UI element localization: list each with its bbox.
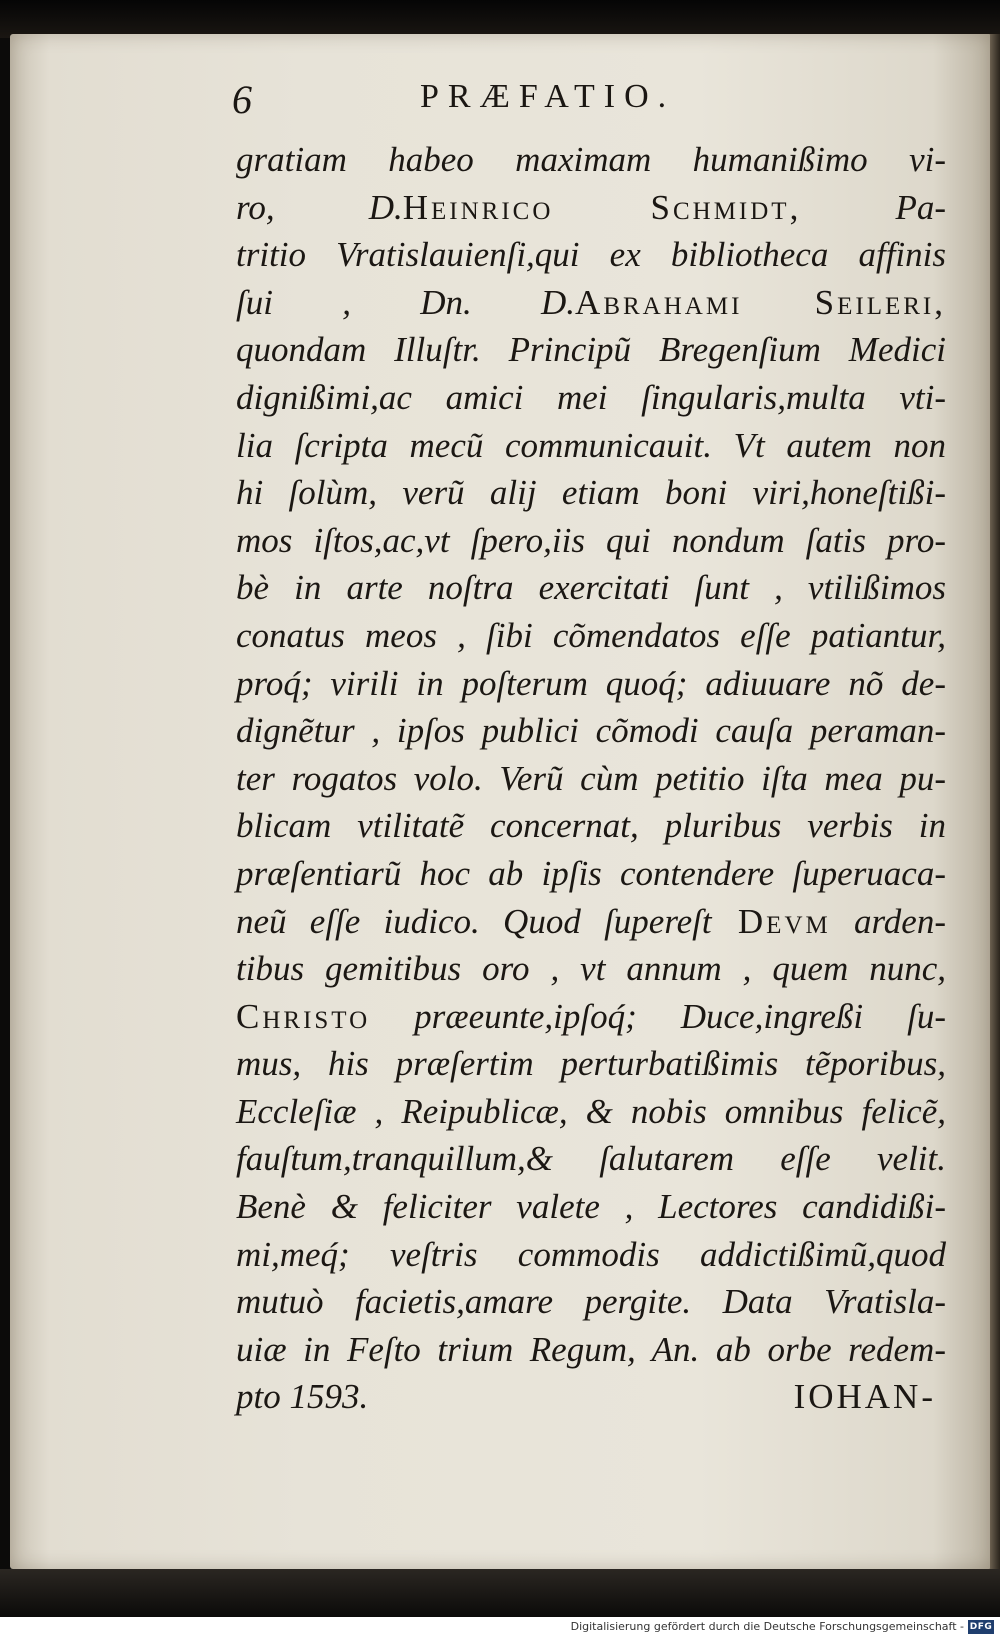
line-text: quondam Illuſtr. Principũ Bregenſium Medici: [236, 330, 946, 370]
text-line: [236, 422, 946, 470]
line-text: Eccleſiæ , Reipublicæ, & nobis omnibus felicẽ,: [236, 1091, 946, 1131]
line-text: præſentiarũ hoc ab ipſis contendere ſuperuaca-: [236, 853, 946, 893]
line-text: mus, his præſertim perturbatißimis tẽporibus,: [236, 1044, 946, 1084]
funding-credit: Digitalisierung gefördert durch die Deutsche Forschungsgemeinschaft -: [570, 1620, 964, 1633]
text-line: [236, 660, 946, 708]
line-text: tritio Vratislauienſi,qui ex bibliotheca affinis: [236, 235, 946, 275]
line-text: bè in arte noſtra exercitati ſunt , vtilißimos: [236, 568, 946, 608]
page-fore-edge: [990, 34, 1000, 1574]
small-caps-name: Abrahami Seileri,: [575, 282, 947, 322]
text-line: [236, 136, 946, 184]
line-text: Benè & feliciter valete , Lectores candidißi-: [236, 1187, 946, 1227]
line-text-continued: præeunte,ipſoq́; Duce,ingreßi ſu-: [370, 996, 946, 1036]
line-text: dignẽtur , ipſos publici cõmodi cauſa peraman-: [236, 711, 946, 751]
line-text: mutuò facietis,amare pergite. Data Vratisla-: [236, 1282, 946, 1322]
line-text-continued: arden-: [830, 901, 946, 941]
line-text: blicam vtilitatẽ concernat, pluribus verbis in: [236, 806, 946, 846]
line-text: proq́; virili in poſterum quoq́; adiuuare nõ de-: [236, 663, 946, 703]
line-text: ter rogatos volo. Verũ cùm petitio iſta mea pu-: [236, 758, 946, 798]
line-text: lia ſcripta mecũ communicauit. Vt autem non: [236, 425, 946, 465]
text-line: [236, 1040, 946, 1088]
text-line: [236, 802, 946, 850]
catchword: IOHAN-: [793, 1377, 936, 1417]
line-text: ro, D.: [236, 187, 403, 227]
small-caps-name: Devm: [711, 901, 831, 941]
line-text: mos iſtos,ac,vt ſpero,iis qui nondum ſatis pro-: [236, 520, 946, 560]
running-head: PRÆFATIO.: [420, 78, 676, 115]
dfg-logo: DFG: [969, 1622, 993, 1632]
line-text: uiæ in Feſto trium Regum, An. ab orbe redem-: [236, 1329, 946, 1369]
text-line: [236, 993, 946, 1041]
text-line: [236, 755, 946, 803]
text-line: [236, 850, 946, 898]
line-text: mi,meq́; veſtris commodis addictißimũ,quod: [236, 1234, 946, 1274]
small-caps-name: Heinrico Schmidt,: [402, 187, 802, 227]
page-header: [232, 76, 952, 124]
line-text: fauſtum,tranquillum,& ſalutarem eſſe velit.: [236, 1139, 946, 1179]
text-line: [236, 945, 946, 993]
text-line: [236, 707, 946, 755]
text-line: [236, 1231, 946, 1279]
small-caps-name: Christo: [236, 996, 371, 1036]
text-line: [236, 612, 946, 660]
text-line: [236, 469, 946, 517]
text-line: [236, 1088, 946, 1136]
scan-top-edge: [0, 0, 1000, 38]
text-line: [236, 1326, 946, 1374]
text-line: [236, 184, 946, 232]
text-line: [236, 564, 946, 612]
text-line: [236, 517, 946, 565]
line-text: conatus meos , ſibi cõmendatos eſſe patiantur,: [236, 615, 946, 655]
text-line: [236, 374, 946, 422]
line-text: neũ eſſe iudico. Quod ſupereſt: [236, 901, 712, 941]
line-text: hi ſolùm, verũ alij etiam boni viri,honeſtißi-: [236, 473, 946, 513]
line-text: tibus gemitibus oro , vt annum , quem nunc,: [236, 949, 946, 989]
line-text: ſui , Dn. D.: [236, 282, 576, 322]
text-line: [236, 1183, 946, 1231]
text-line: [236, 898, 946, 946]
text-line: [236, 1373, 946, 1421]
preface-text: [236, 136, 946, 1421]
scan-bottom-edge: [0, 1569, 1000, 1617]
text-line: [236, 279, 946, 327]
text-line: [236, 1135, 946, 1183]
line-text: dignißimi,ac amici mei ſingularis,multa vti-: [236, 377, 946, 417]
text-line: [236, 326, 946, 374]
text-line: [236, 1278, 946, 1326]
footer-strip: [0, 1617, 1000, 1639]
text-line: [236, 231, 946, 279]
line-text: pto 1593.: [236, 1377, 369, 1417]
line-text-continued: Pa-: [801, 187, 946, 227]
line-text: gratiam habeo maximam humanißimo vi-: [236, 140, 946, 179]
page-number: 6: [232, 77, 252, 122]
